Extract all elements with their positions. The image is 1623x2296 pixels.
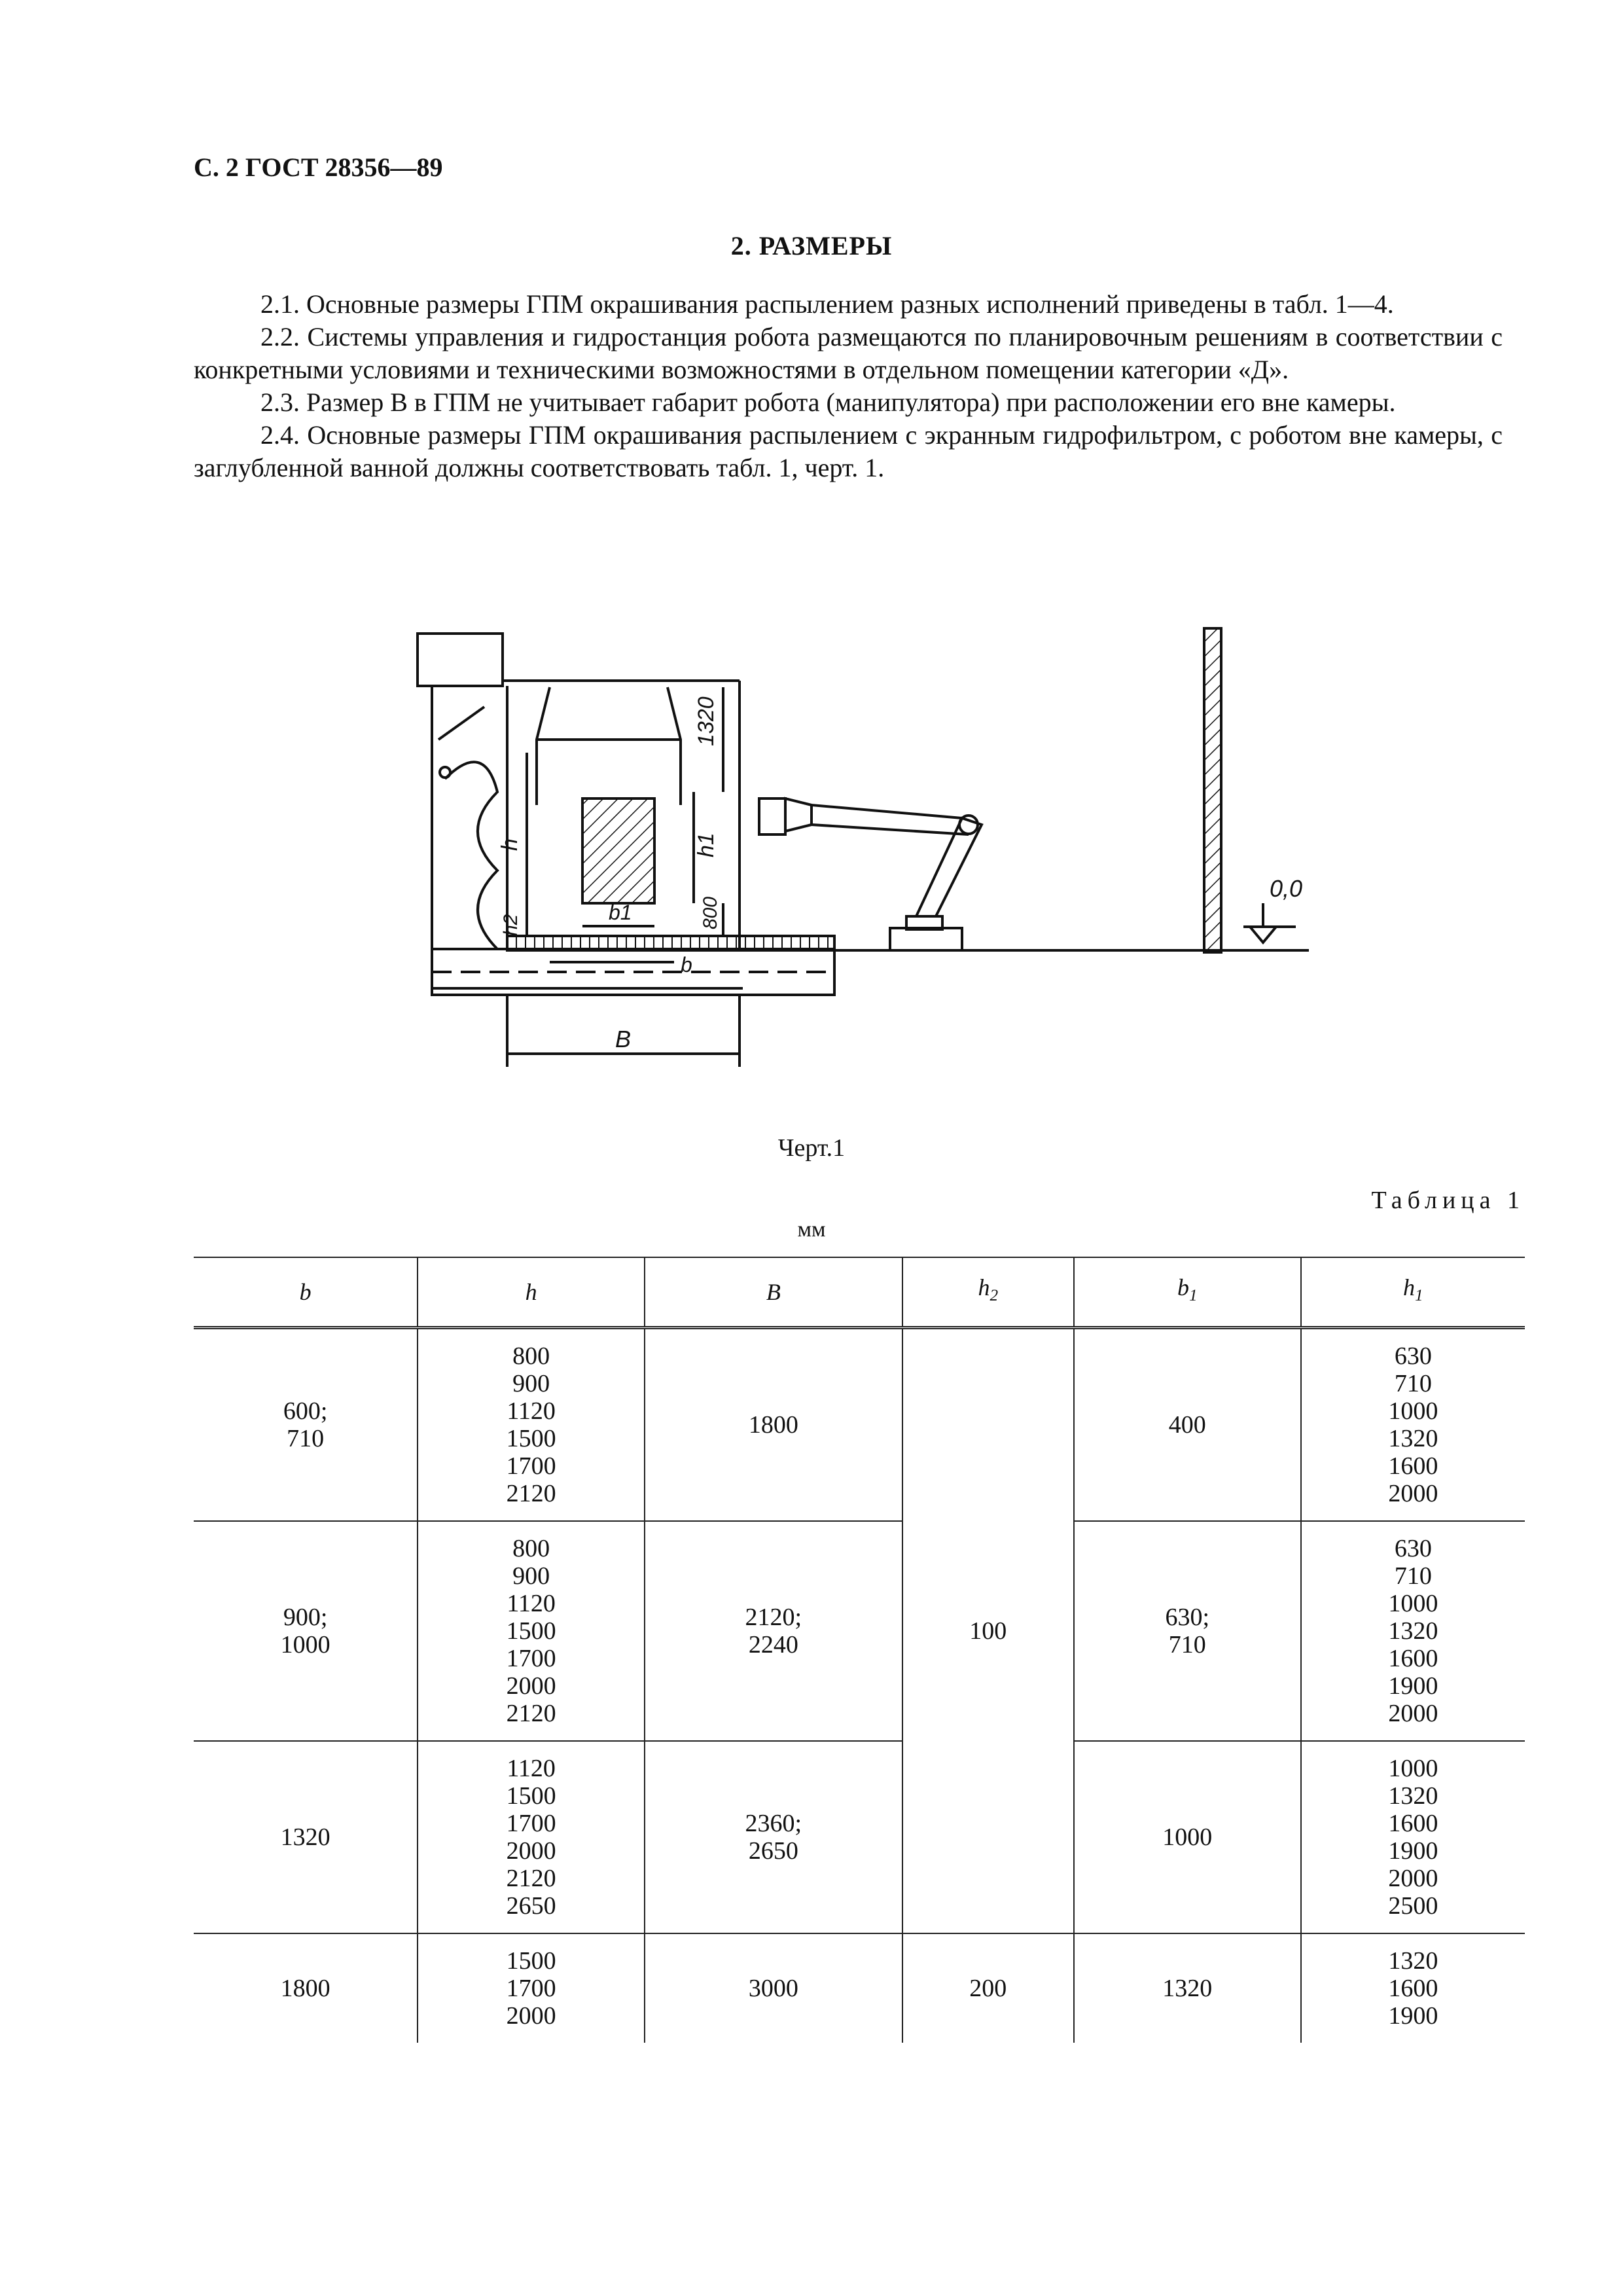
paragraph-2-1: 2.1. Основные размеры ГПМ окрашивания распылением разных исполнений приведены в табл. 1—4. xyxy=(260,289,1394,319)
cell-B: 2120; 2240 xyxy=(645,1521,902,1741)
cell-b: 1800 xyxy=(280,1975,330,2002)
paragraph-2-4: 2.4. Основные размеры ГПМ окрашивания распылением с экранным гидрофильтром, с роботом вне камеры, с заглубленной ванной должны соответствовать табл. 1, черт. 1. xyxy=(194,420,1503,482)
wall xyxy=(1204,628,1221,952)
table-row xyxy=(194,1741,1525,1933)
cell-b: 900; 1000 xyxy=(194,1521,418,1741)
drawing-svg xyxy=(393,609,1348,1106)
table-row xyxy=(194,1933,1525,2043)
label-B: B xyxy=(615,1026,632,1052)
cell-b1: 1320 xyxy=(1074,1933,1301,2043)
label-800: 800 xyxy=(700,896,721,929)
cell-h: 1120 1500 1700 2000 2120 2650 xyxy=(418,1741,645,1933)
figure-caption: Черт.1 xyxy=(777,1134,846,1162)
label-h1: h1 xyxy=(694,833,719,857)
header-b1: $b_1$ xyxy=(1074,1257,1301,1328)
workpiece xyxy=(582,798,654,903)
page-header: С. 2 ГОСТ 28356—89 xyxy=(194,152,443,182)
table-header-row xyxy=(194,1257,1525,1328)
cell-h1: 1000 1320 1600 1900 2000 2500 xyxy=(1301,1741,1525,1933)
cell-h1: 1320 1600 1900 xyxy=(1301,1933,1525,2043)
cell-h2: 200 xyxy=(902,1933,1074,2043)
nozzle xyxy=(440,767,450,778)
label-b: b xyxy=(681,953,692,977)
spray-gun xyxy=(759,798,785,834)
water-screen xyxy=(438,707,497,949)
cell-h1: 630 710 1000 1320 1600 1900 2000 xyxy=(1301,1521,1525,1741)
body-text xyxy=(194,288,1503,484)
paragraph-2-3: 2.3. Размер В в ГПМ не учитывает габарит робота (манипулятора) при расположении его вне камеры. xyxy=(260,387,1396,417)
table-unit: мм xyxy=(797,1217,826,1242)
robot-wrist xyxy=(785,798,812,831)
cell-B: 3000 xyxy=(645,1933,902,2043)
label-level: 0,0 xyxy=(1270,875,1303,902)
cell-h: 800 900 1120 1500 1700 2000 2120 xyxy=(418,1521,645,1741)
cell-b1: 630; 710 xyxy=(1074,1521,1301,1741)
level-marker xyxy=(1250,927,1276,942)
cell-B: 1800 xyxy=(645,1328,902,1522)
cell-h: 1500 1700 2000 xyxy=(418,1933,645,2043)
header-B: B xyxy=(645,1257,902,1328)
hood xyxy=(537,687,681,805)
cell-B: 2360; 2650 xyxy=(645,1741,902,1933)
table-row xyxy=(194,1328,1525,1522)
cell-h1: 630 710 1000 1320 1600 2000 xyxy=(1301,1328,1525,1522)
header-h1: $h_1$ xyxy=(1301,1257,1525,1328)
header-h: h xyxy=(418,1257,645,1328)
technical-drawing xyxy=(393,609,1348,1106)
header-b: b xyxy=(194,1257,418,1328)
header-h2: $h_2$ xyxy=(902,1257,1074,1328)
cell-b: 1320 xyxy=(194,1741,418,1933)
section-title: 2. РАЗМЕРЫ xyxy=(730,231,893,260)
cell-b1: 400 xyxy=(1074,1328,1301,1522)
cell-h: 800 900 1120 1500 1700 2120 xyxy=(418,1328,645,1522)
label-1320: 1320 xyxy=(694,696,719,746)
robot-upper-arm xyxy=(812,805,969,834)
cell-h2-merged: 100 xyxy=(902,1328,1074,1934)
robot-elbow xyxy=(959,816,978,834)
label-h2: h2 xyxy=(500,914,522,936)
label-b1: b1 xyxy=(609,901,632,924)
cell-b1: 1000 xyxy=(1074,1741,1301,1933)
cell-b: 600; 710 xyxy=(194,1328,418,1522)
paragraph-2-2: 2.2. Системы управления и гидростанция робота размещаются по планировочным решениям в соответствии с конкретными условиями и техническими возможностями в отдельном помещении категории «Д». xyxy=(194,322,1503,384)
table-caption: Таблица 1 xyxy=(1371,1187,1525,1214)
label-h: h xyxy=(497,838,522,851)
robot-base xyxy=(890,928,962,950)
dimensions-table xyxy=(194,1257,1525,2043)
exhaust-box xyxy=(418,634,503,686)
table-row xyxy=(194,1521,1525,1741)
